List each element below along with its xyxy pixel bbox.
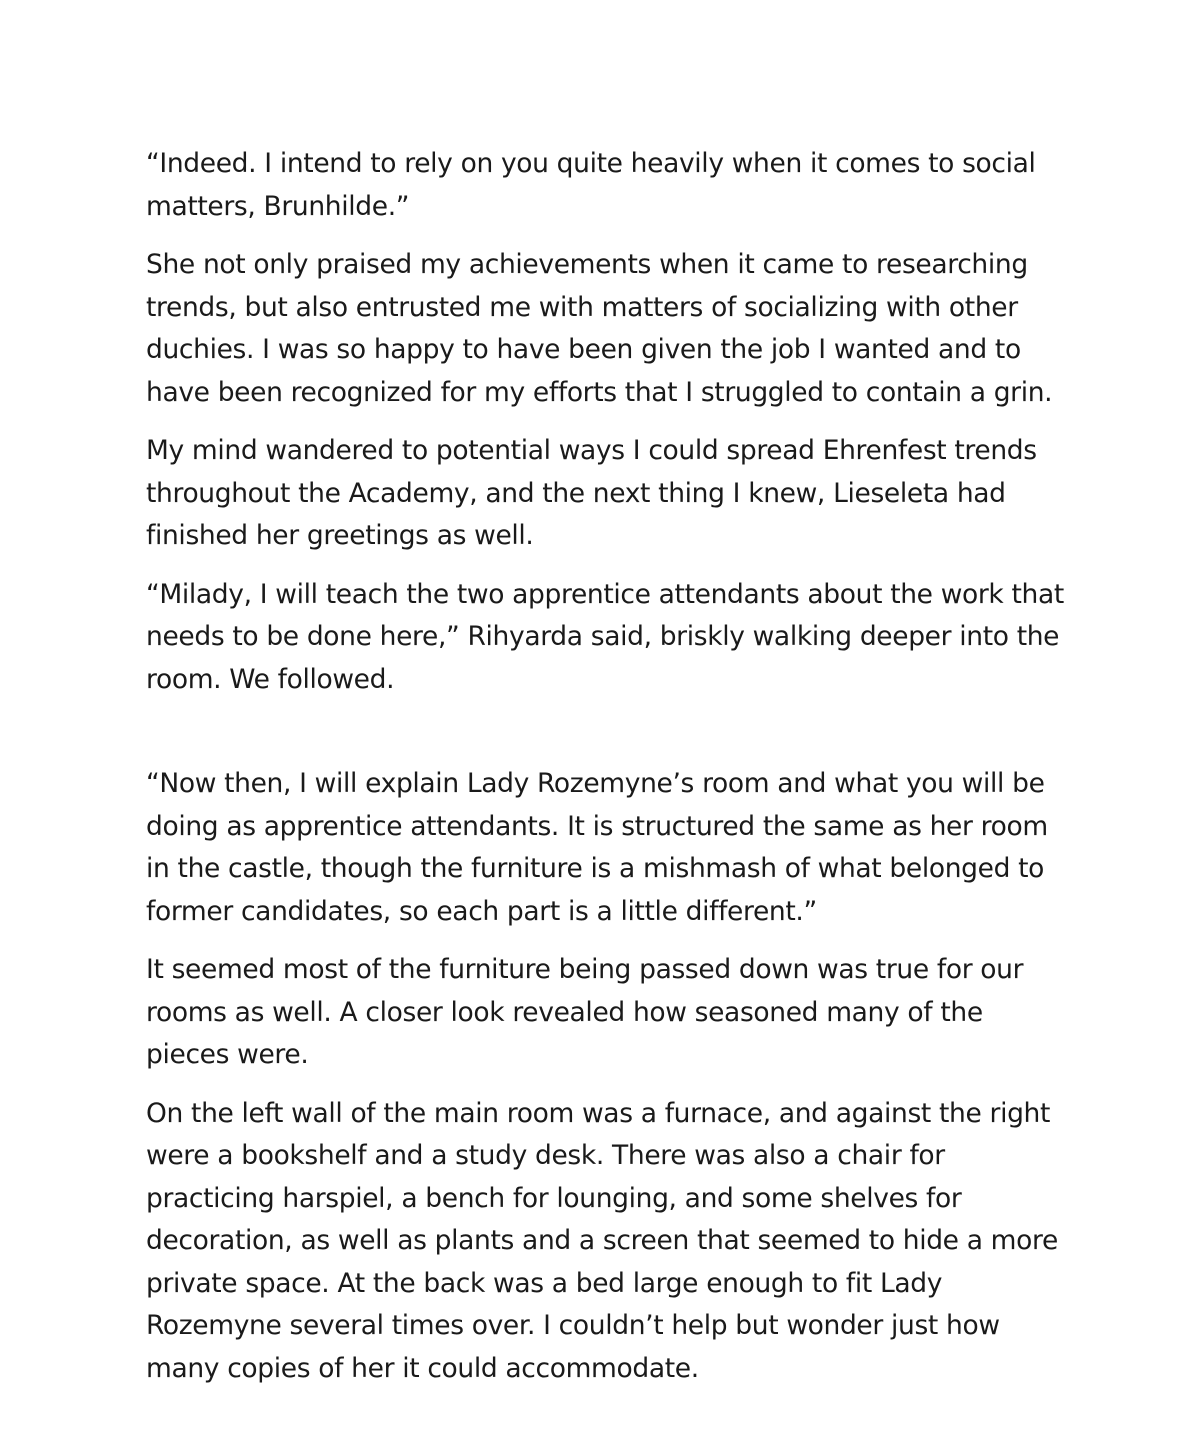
paragraph: “Indeed. I intend to rely on you quite heavily when it comes to social matters, Brunhilde.” <box>146 148 1036 222</box>
paragraph: My mind wandered to potential ways I could spread Ehrenfest trends throughout the Academy, and the next thing I knew, Lieseleta had finished her greetings as well. <box>146 435 1037 551</box>
text-body <box>146 143 1064 1406</box>
paragraph: “Now then, I will explain Lady Rozemyne’s room and what you will be doing as apprentice attendants. It is structured the same as her room in the castle, though the furniture is a mishmash of what belonged to former candidates, so each part is a little different.” <box>146 768 1048 927</box>
paragraph: On the left wall of the main room was a furnace, and against the right were a bookshelf and a study desk. There was also a chair for practicing harspiel, a bench for lounging, and some shelves for decoration, as well as plants and a screen that seemed to hide a more private space. At the back was a bed large enough to fit Lady Rozemyne several times over. I couldn’t help but wonder just how many copies of her it could accommodate. <box>146 1097 1058 1384</box>
paragraph: She not only praised my achievements when it came to researching trends, but also entrusted me with matters of socializing with other duchies. I was so happy to have been given the job I wanted and to have been recognized for my efforts that I struggled to contain a grin. <box>146 249 1053 408</box>
paragraph: “Milady, I will teach the two apprentice attendants about the work that needs to be done here,” Rihyarda said, briskly walking deeper into the room. We followed. <box>146 578 1064 695</box>
paragraph: It seemed most of the furniture being passed down was true for our rooms as well. A closer look revealed how seasoned many of the pieces were. <box>146 954 1024 1070</box>
